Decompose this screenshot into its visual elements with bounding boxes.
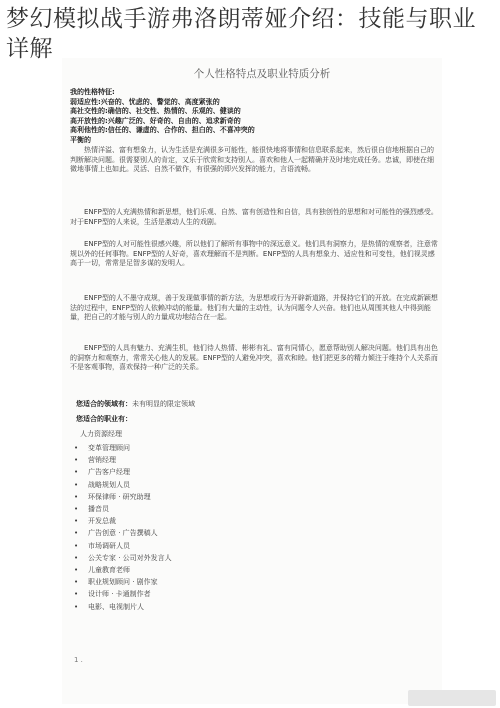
bullet-icon: • (74, 444, 79, 452)
list-item: • 营销经理 (74, 454, 374, 466)
bullet-icon: • (74, 578, 79, 587)
bullet-icon: • (74, 553, 79, 562)
bullet-icon: • (74, 529, 79, 538)
trait-line: 高开放性的:兴趣广泛的、好奇的、自由的、追求新奇的 (70, 116, 241, 125)
suitable-fields-value: 未有明显的限定领域 (132, 400, 195, 408)
body-paragraph: ENFP型的人不墨守成规，善于发现做事情的新方法，为思想或行为开辟新道路，并保持它们的开放。在完成新颖想法的过程中，ENFP型的人依赖冲动的能量。他们有大量的主动性，认为问题令人兴奋。他们也从周围其他人中得到能量，把自己的才能与别人的力量成功地结合在一起。 (70, 294, 438, 322)
article-headline: 梦幻模拟战手游弗洛朗蒂娅介绍：技能与职业详解 (6, 6, 476, 62)
watermark-logo (408, 690, 496, 706)
paragraph-1 (70, 146, 438, 175)
list-item: • 广告创意 · 广告撰稿人 (74, 527, 374, 539)
traits-heading: 我的性格特征: (70, 88, 115, 96)
trait-line: 高利他性的:信任的、谦虚的、合作的、担白的、不喜冲突的 (70, 126, 255, 135)
document-title: 个人性格特点及职业特质分析 (193, 68, 331, 80)
list-item: • 变革管理顾问 (74, 442, 374, 454)
paragraph-3 (70, 240, 438, 269)
body-paragraph: ENFP型的人充满热情和新思想，他们乐观、自然、富有创造性和自信，具有独创性的思想和对可能性的强烈感受。对于ENFP型的人来说，生活是激动人生的戏剧。 (70, 208, 438, 226)
list-item: • 公关专家 · 公司对外发言人 (74, 552, 374, 564)
traits-section (70, 88, 438, 146)
scanned-document (62, 58, 442, 704)
suitable-jobs-label: 您适合的职业有： (76, 415, 132, 423)
list-item: • 战略规划人员 (74, 479, 374, 491)
body-paragraph: 热情洋溢、富有想象力，认为生活是充满很多可能性，能很快地将事情和信息联系起来，然后很自信地根据自己的判断解决问题。很需要别人的肯定，又乐于欣赏和支持别人。喜欢和他人一起精确并及时地完成任务。忠诚，即使在细微地事情上也如此。灵活、自然不做作，有很强的即兴发挥的能力，言语流畅。 (70, 146, 434, 174)
bullet-icon: • (74, 480, 79, 489)
page-mark: 1 . (74, 656, 83, 664)
paragraph-5 (70, 344, 438, 373)
list-item: • 播音员 (74, 503, 374, 515)
list-item: • 儿童教育老师 (74, 564, 374, 576)
paragraph-4 (70, 294, 438, 323)
body-paragraph: ENFP型的人对可能性很感兴趣，所以他们了解所有事物中的深远意义。他们具有洞察力，是热情的观察者，注意常规以外的任何事物。ENFP型的人好奇，喜欢理解而不是判断。ENFP型的人具有想象力、适应性和可变性，他们视灵感高于一切，常常是足智多谋的发明人。 (70, 240, 438, 268)
suitable-fields (76, 400, 444, 410)
list-item: • 市场调研人员 (74, 540, 374, 552)
list-item: • 广告客户经理 (74, 466, 374, 478)
job-first: 人力资源经理 (80, 430, 122, 438)
list-item: • 职业规划顾问 · 剧作家 (74, 576, 374, 588)
bullet-icon: • (74, 590, 79, 599)
trait-line: 弱适应性:兴奋的、忧虑的、警觉的、高度紧张的 (70, 97, 220, 106)
bullet-icon: • (74, 456, 79, 465)
list-item: • 设计师 · 卡通制作者 (74, 588, 374, 600)
bullet-icon: • (74, 492, 79, 501)
body-paragraph: ENFP型的人具有魅力、充满生机，他们待人热情、彬彬有礼、富有同情心，愿意帮助别人解决问题。他们具有出色的洞察力和观察力，常常关心他人的发展。ENFP型的人避免冲突，喜欢和睦。他们把更多的精力倾注于维持个人关系而不是客观事物，喜欢保持一种广泛的关系。 (70, 344, 438, 372)
list-item: • 开发总裁 (74, 515, 374, 527)
list-item: • 环保律师 · 研究助理 (74, 491, 374, 503)
list-item: • 电影、电视制片人 (74, 601, 374, 613)
bullet-icon: • (74, 566, 79, 575)
bullet-icon: • (74, 602, 79, 611)
job-list (74, 442, 374, 613)
trait-line: 平衡的 (70, 135, 91, 144)
trait-line: 高社交性的:确信的、社交性、热情的、乐观的、健谈的 (70, 107, 241, 116)
bullet-icon: • (74, 468, 79, 477)
bullet-icon: • (74, 505, 79, 514)
bullet-icon: • (74, 517, 79, 526)
paragraph-2 (70, 208, 438, 227)
suitable-fields-label: 您适合的领域有： (76, 400, 132, 408)
bullet-icon: • (74, 541, 79, 550)
